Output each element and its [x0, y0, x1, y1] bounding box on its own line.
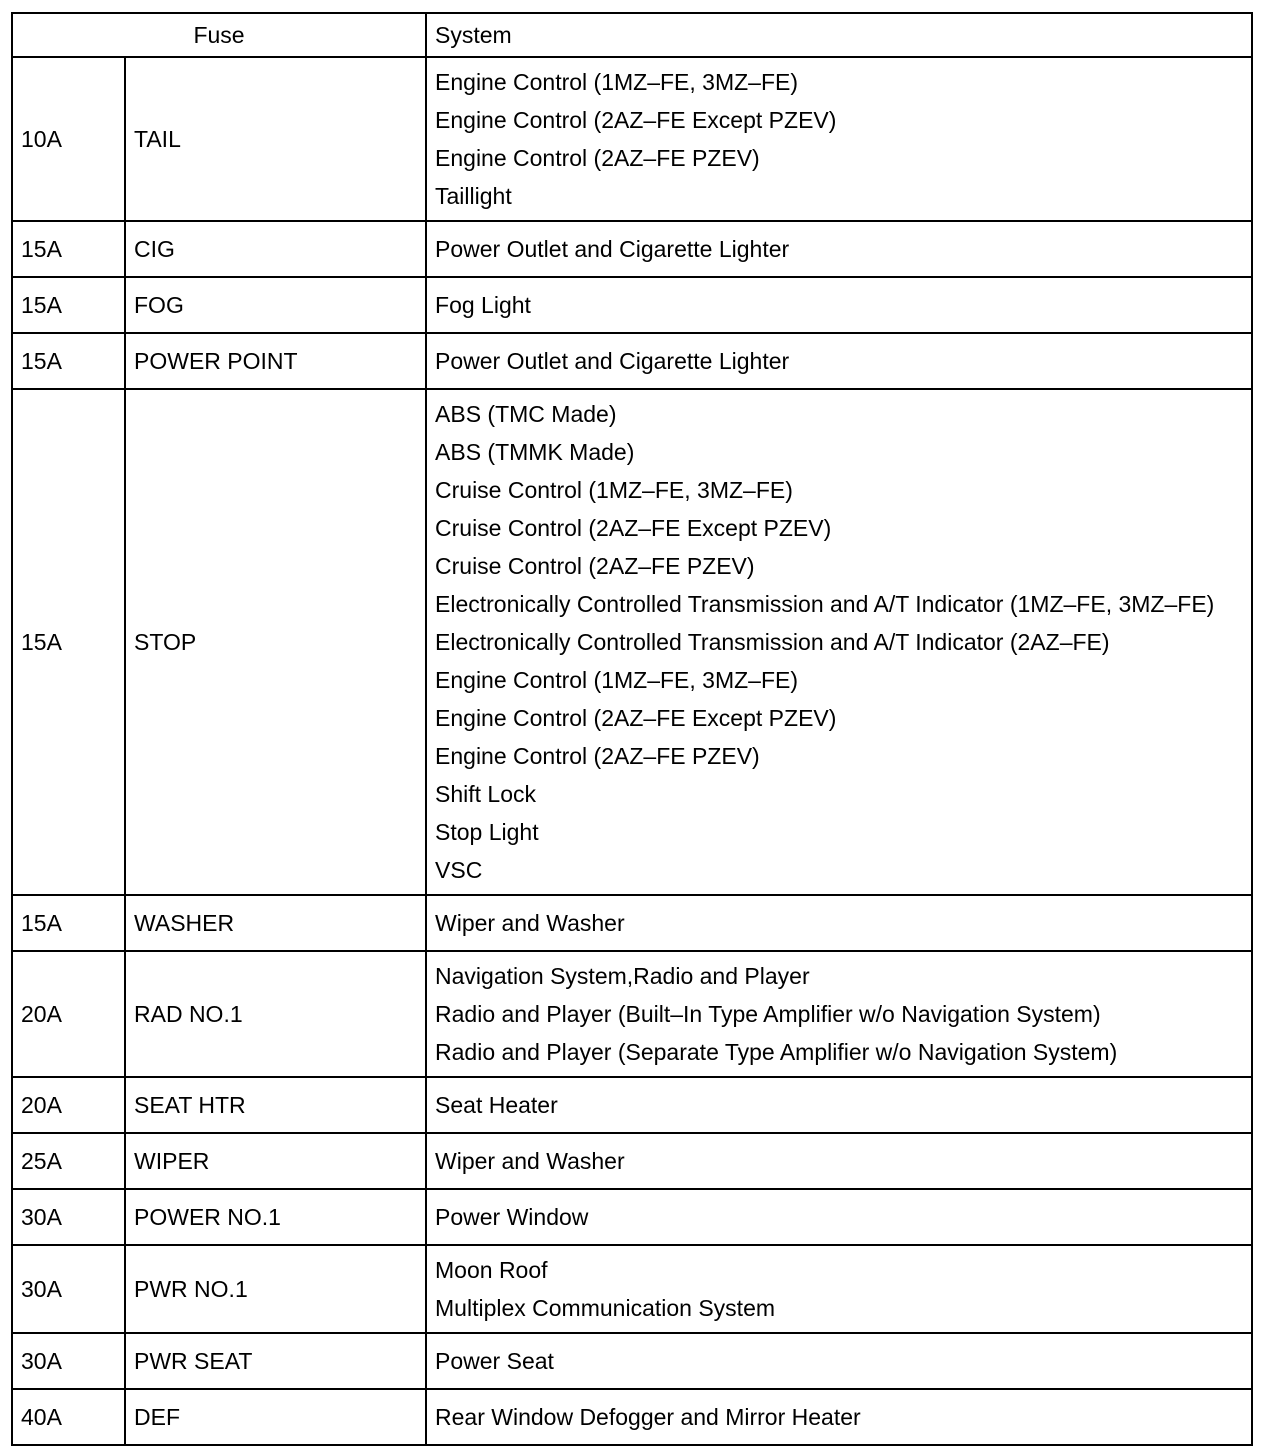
- system-entry: Moon Roof: [435, 1257, 548, 1283]
- fuse-name: FOG: [125, 277, 426, 333]
- fuse-amperage: 15A: [12, 277, 125, 333]
- table-row: [12, 1333, 1252, 1389]
- system-entry: Seat Heater: [435, 1092, 558, 1118]
- fuse-systems: [426, 895, 1252, 951]
- system-entry: Electronically Controlled Transmission and A/T Indicator (2AZ–FE): [435, 629, 1110, 655]
- fuse-amperage: 30A: [12, 1245, 125, 1333]
- system-entry: Engine Control (1MZ–FE, 3MZ–FE): [435, 667, 799, 693]
- system-entry: Taillight: [435, 183, 512, 209]
- system-entry: ABS (TMC Made): [435, 401, 617, 427]
- fuse-name: PWR NO.1: [125, 1245, 426, 1333]
- system-entry: Multiplex Communication System: [435, 1295, 776, 1321]
- fuse-systems: [426, 1245, 1252, 1333]
- table-row: [12, 1133, 1252, 1189]
- system-entry: Engine Control (2AZ–FE PZEV): [435, 145, 760, 171]
- system-entry: Power Outlet and Cigarette Lighter: [435, 348, 790, 374]
- fuse-amperage: 15A: [12, 895, 125, 951]
- system-entry: Engine Control (2AZ–FE Except PZEV): [435, 107, 837, 133]
- fuse-amperage: 30A: [12, 1189, 125, 1245]
- system-entry: Cruise Control (2AZ–FE PZEV): [435, 553, 755, 579]
- system-entry: Fog Light: [435, 292, 531, 318]
- fuse-amperage: 30A: [12, 1333, 125, 1389]
- system-entry: Rear Window Defogger and Mirror Heater: [435, 1404, 861, 1430]
- system-entry: Power Outlet and Cigarette Lighter: [435, 236, 790, 262]
- fuse-systems: [426, 1389, 1252, 1445]
- header-row: [12, 13, 1252, 57]
- fuse-table: [11, 12, 1253, 1446]
- fuse-name: TAIL: [125, 57, 426, 221]
- fuse-name: RAD NO.1: [125, 951, 426, 1077]
- fuse-systems: [426, 333, 1252, 389]
- table-row: [12, 57, 1252, 221]
- table-row: [12, 951, 1252, 1077]
- table-row: [12, 1189, 1252, 1245]
- fuse-name: WASHER: [125, 895, 426, 951]
- table-row: [12, 895, 1252, 951]
- system-entry: Radio and Player (Built–In Type Amplifier w/o Navigation System): [435, 1001, 1101, 1027]
- fuse-systems: [426, 389, 1252, 895]
- system-entry: Electronically Controlled Transmission and A/T Indicator (1MZ–FE, 3MZ–FE): [435, 591, 1215, 617]
- table-row: [12, 277, 1252, 333]
- fuse-amperage: 25A: [12, 1133, 125, 1189]
- fuse-amperage: 10A: [12, 57, 125, 221]
- fuse-name: WIPER: [125, 1133, 426, 1189]
- fuse-amperage: 40A: [12, 1389, 125, 1445]
- system-entry: Cruise Control (1MZ–FE, 3MZ–FE): [435, 477, 793, 503]
- fuse-table-body: [12, 57, 1252, 1445]
- system-entry: Wiper and Washer: [435, 910, 625, 936]
- system-entry: Shift Lock: [435, 781, 537, 807]
- system-entry: ABS (TMMK Made): [435, 439, 635, 465]
- fuse-amperage: 20A: [12, 951, 125, 1077]
- table-row: [12, 1077, 1252, 1133]
- fuse-amperage: 15A: [12, 221, 125, 277]
- fuse-name: DEF: [125, 1389, 426, 1445]
- system-column-header: System: [426, 13, 1252, 57]
- system-entry: Engine Control (2AZ–FE PZEV): [435, 743, 760, 769]
- system-entry: Power Seat: [435, 1348, 554, 1374]
- fuse-amperage: 15A: [12, 389, 125, 895]
- fuse-systems: [426, 277, 1252, 333]
- table-row: [12, 333, 1252, 389]
- table-row: [12, 221, 1252, 277]
- system-entry: Stop Light: [435, 819, 539, 845]
- system-entry: Navigation System,Radio and Player: [435, 963, 810, 989]
- fuse-name: POWER POINT: [125, 333, 426, 389]
- fuse-column-header: Fuse: [12, 13, 426, 57]
- fuse-systems: [426, 57, 1252, 221]
- system-entry: VSC: [435, 857, 483, 883]
- fuse-amperage: 20A: [12, 1077, 125, 1133]
- fuse-name: PWR SEAT: [125, 1333, 426, 1389]
- system-entry: Cruise Control (2AZ–FE Except PZEV): [435, 515, 832, 541]
- fuse-systems: [426, 221, 1252, 277]
- fuse-systems: [426, 1133, 1252, 1189]
- fuse-name: CIG: [125, 221, 426, 277]
- system-entry: Engine Control (1MZ–FE, 3MZ–FE): [435, 69, 799, 95]
- system-entry: Wiper and Washer: [435, 1148, 625, 1174]
- system-entry: Engine Control (2AZ–FE Except PZEV): [435, 705, 837, 731]
- table-row: [12, 389, 1252, 895]
- table-row: [12, 1389, 1252, 1445]
- fuse-amperage: 15A: [12, 333, 125, 389]
- fuse-systems: [426, 1189, 1252, 1245]
- fuse-name: SEAT HTR: [125, 1077, 426, 1133]
- fuse-systems: [426, 1077, 1252, 1133]
- system-entry: Radio and Player (Separate Type Amplifier w/o Navigation System): [435, 1039, 1118, 1065]
- table-row: [12, 1245, 1252, 1333]
- fuse-name: STOP: [125, 389, 426, 895]
- fuse-systems: [426, 1333, 1252, 1389]
- fuse-systems: [426, 951, 1252, 1077]
- fuse-name: POWER NO.1: [125, 1189, 426, 1245]
- system-entry: Power Window: [435, 1204, 589, 1230]
